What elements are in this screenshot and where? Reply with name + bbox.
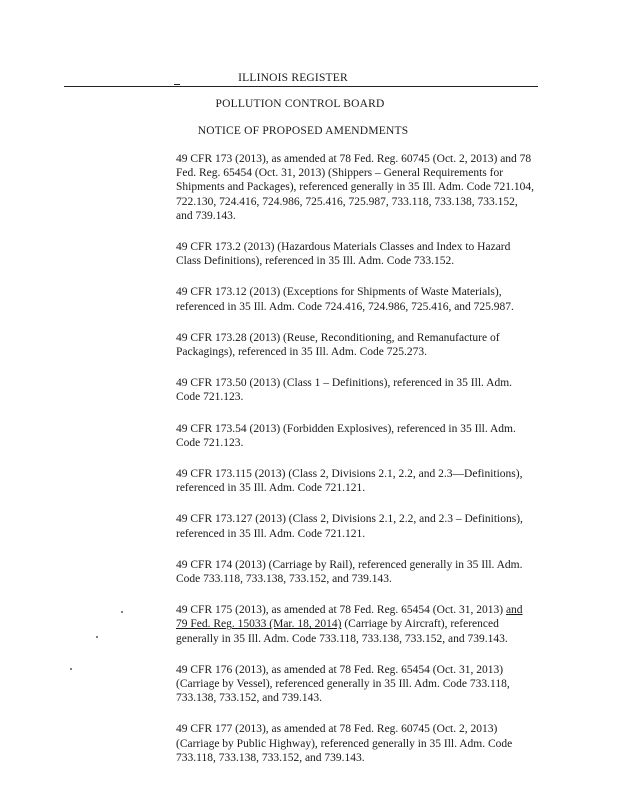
board-title: POLLUTION CONTROL BOARD xyxy=(215,98,385,110)
header-tick xyxy=(174,84,180,85)
register-title: ILLINOIS REGISTER xyxy=(238,72,348,84)
reference-item: 49 CFR 173.2 (2013) (Hazardous Materials Classes and Index to Hazard Class Definitions), referenced in 35 Ill. Adm. Code 733.152. xyxy=(176,241,511,268)
reference-text: (Carriage by Aircraft), referenced generally in 35 Ill. Adm. Code 733.118, 733.138, 733.152, and 739.143. xyxy=(176,618,508,645)
notice-title: NOTICE OF PROPOSED AMENDMENTS xyxy=(197,125,409,137)
reference-item: 49 CFR 173.50 (2013) (Class 1 – Definitions), referenced in 35 Ill. Adm. Code 721.123. xyxy=(176,377,513,404)
reference-list xyxy=(176,152,536,782)
reference-item: 49 CFR 173.28 (2013) (Reuse, Reconditioning, and Remanufacture of Packagings), referenced in 35 Ill. Adm. Code 725.273. xyxy=(176,331,500,359)
reference-item: 49 CFR 176 (2013), as amended at 78 Fed. Reg. 65454 (Oct. 31, 2013) (Carriage by Vessel), referenced generally in 35 Ill. Adm. Code 733.118, 733.138, 733.152, and 739.143. xyxy=(176,663,510,705)
reference-item: 49 CFR 173.12 (2013) (Exceptions for Shipments of Waste Materials), referenced in 35 Ill. Adm. Code 724.416, 724.986, 725.416, and 725.987. xyxy=(176,286,514,313)
reference-item: 49 CFR 173.115 (2013) (Class 2, Divisions 2.1, 2.2, and 2.3—Definitions), referenced in 35 Ill. Adm. Code 721.121. xyxy=(176,468,523,495)
margin-speck xyxy=(96,636,98,638)
reference-item: 49 CFR 174 (2013) (Carriage by Rail), referenced generally in 35 Ill. Adm. Code 733.118, 733.138, 733.152, and 739.143. xyxy=(176,558,523,586)
reference-item: 49 CFR 173.127 (2013) (Class 2, Divisions 2.1, 2.2, and 2.3 – Definitions), referenced in 35 Ill. Adm. Code 721.121. xyxy=(176,513,523,540)
margin-speck xyxy=(70,668,72,670)
reference-item: 49 CFR 173 (2013), as amended at 78 Fed. Reg. 60745 (Oct. 2, 2013) and 78 Fed. Reg. 65454 (Oct. 31, 2013) (Shippers – General Requirements for Shipments and Packages), referenced generally in 35 Ill. Adm. Code 721.104, 722.130, 724.416, 724.986, 725.416, 725.987, 733.118, 733.138, 733.152, and 739.143. xyxy=(176,153,535,222)
reference-item: 49 CFR 177 (2013), as amended at 78 Fed. Reg. 60745 (Oct. 2, 2013) (Carriage by Public Highway), referenced generally in 35 Ill. Adm. Code 733.118, 733.138, 733.152, and 739.143. xyxy=(176,723,513,764)
underlined-amendment: and 79 Fed. Reg. 15033 (Mar. 18, 2014) xyxy=(176,604,523,631)
margin-speck xyxy=(121,611,123,613)
reference-text: 49 CFR 175 (2013), as amended at 78 Fed. Reg. 65454 (Oct. 31, 2013) xyxy=(176,604,506,617)
header-rule xyxy=(64,86,538,87)
reference-item xyxy=(176,603,536,646)
reference-item: 49 CFR 173.54 (2013) (Forbidden Explosives), referenced in 35 Ill. Adm. Code 721.123. xyxy=(176,422,516,449)
